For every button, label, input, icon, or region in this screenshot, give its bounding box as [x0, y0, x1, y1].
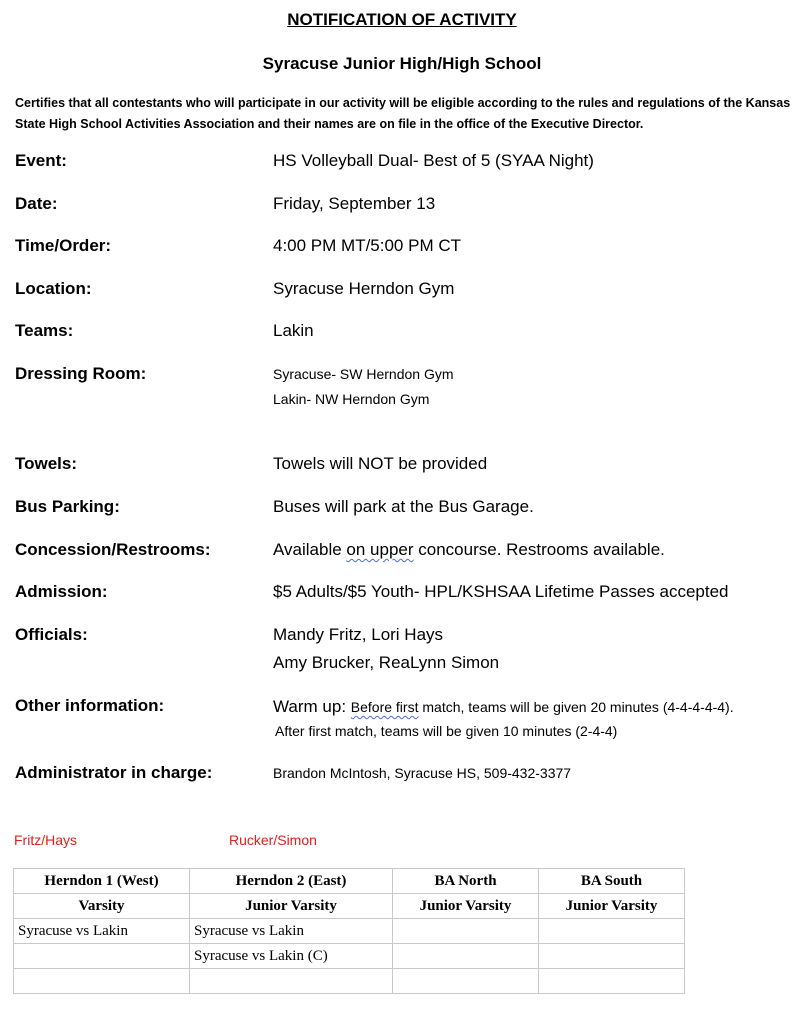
- bus-parking-label: Bus Parking:: [15, 497, 120, 516]
- school-name: Syracuse Junior High/High School: [262, 54, 542, 73]
- administrator-label: Administrator in charge:: [15, 763, 213, 782]
- table-cell: Syracuse vs Lakin (C): [190, 944, 393, 969]
- dressing-room-lakin: Lakin- NW Herndon Gym: [273, 391, 430, 407]
- level-header: Junior Varsity: [190, 894, 393, 919]
- court-schedule-table: [13, 868, 685, 994]
- admission-value: $5 Adults/$5 Youth- HPL/KSHSAA Lifetime Passes accepted: [273, 582, 729, 601]
- table-cell: Syracuse vs Lakin: [190, 919, 393, 944]
- officials-line-2: Amy Brucker, ReaLynn Simon: [273, 653, 500, 672]
- page-title: NOTIFICATION OF ACTIVITY: [287, 10, 517, 29]
- court-header-row: [14, 869, 685, 894]
- court-header: Herndon 2 (East): [190, 869, 393, 894]
- certification-line-2: State High School Activities Association and their names are on file in the office of the Executive Director.: [15, 117, 644, 131]
- court-header: Herndon 1 (West): [14, 869, 190, 894]
- spellcheck-underline: Before first: [350, 699, 419, 715]
- dressing-room-label: Dressing Room:: [15, 364, 147, 383]
- level-header-row: [14, 894, 685, 919]
- other-information-line-1: [273, 697, 734, 717]
- table-cell: [14, 969, 190, 994]
- concession-label: Concession/Restrooms:: [15, 540, 211, 559]
- spellcheck-underline: on upper: [346, 540, 414, 559]
- dressing-room-syracuse: Syracuse- SW Herndon Gym: [273, 366, 454, 382]
- table-cell: [190, 969, 393, 994]
- table-row: [14, 919, 685, 944]
- table-cell: [539, 919, 685, 944]
- officials-line-1: Mandy Fritz, Lori Hays: [273, 625, 444, 644]
- official-pair-right: Rucker/Simon: [229, 832, 317, 848]
- table-cell: [393, 919, 539, 944]
- table-row: [14, 969, 685, 994]
- other-information-label: Other information:: [15, 696, 165, 715]
- table-cell: Syracuse vs Lakin: [14, 919, 190, 944]
- certification-line-1: Certifies that all contestants who will participate in our activity will be eligible according to the rules and regulations of the Kansas: [15, 96, 791, 110]
- admission-label: Admission:: [15, 582, 108, 601]
- concession-value: [273, 540, 665, 560]
- table-cell: [14, 944, 190, 969]
- table-cell: [539, 944, 685, 969]
- court-header: BA South: [539, 869, 685, 894]
- concession-text-end: concourse. Restrooms available.: [413, 540, 665, 559]
- other-information-line-2: After first match, teams will be given 10 minutes (2-4-4): [275, 723, 618, 739]
- warmup-lead: Warm up:: [273, 697, 351, 716]
- table-cell: [393, 944, 539, 969]
- teams-label: Teams:: [15, 321, 74, 340]
- time-label: Time/Order:: [15, 236, 112, 255]
- date-value: Friday, September 13: [273, 194, 436, 213]
- time-value: 4:00 PM MT/5:00 PM CT: [273, 236, 461, 255]
- court-header: BA North: [393, 869, 539, 894]
- officials-label: Officials:: [15, 625, 88, 644]
- bus-parking-value: Buses will park at the Bus Garage.: [273, 497, 534, 516]
- table-cell: [393, 969, 539, 994]
- table-row: [14, 944, 685, 969]
- level-header: Junior Varsity: [539, 894, 685, 919]
- event-value: HS Volleyball Dual- Best of 5 (SYAA Night): [273, 151, 594, 170]
- level-header: Junior Varsity: [393, 894, 539, 919]
- teams-value: Lakin: [273, 321, 314, 340]
- concession-text-start: Available: [273, 540, 347, 559]
- location-value: Syracuse Herndon Gym: [273, 279, 455, 298]
- towels-label: Towels:: [15, 454, 78, 473]
- level-header: Varsity: [14, 894, 190, 919]
- towels-value: Towels will NOT be provided: [273, 454, 488, 473]
- location-label: Location:: [15, 279, 92, 298]
- official-pair-left: Fritz/Hays: [14, 832, 77, 848]
- event-label: Event:: [15, 151, 67, 170]
- certification-text: [15, 93, 800, 135]
- warmup-detail: match, teams will be given 20 minutes (4-4-4-4-4).: [418, 699, 734, 715]
- table-cell: [539, 969, 685, 994]
- date-label: Date:: [15, 194, 58, 213]
- administrator-value: Brandon McIntosh, Syracuse HS, 509-432-3377: [273, 765, 572, 781]
